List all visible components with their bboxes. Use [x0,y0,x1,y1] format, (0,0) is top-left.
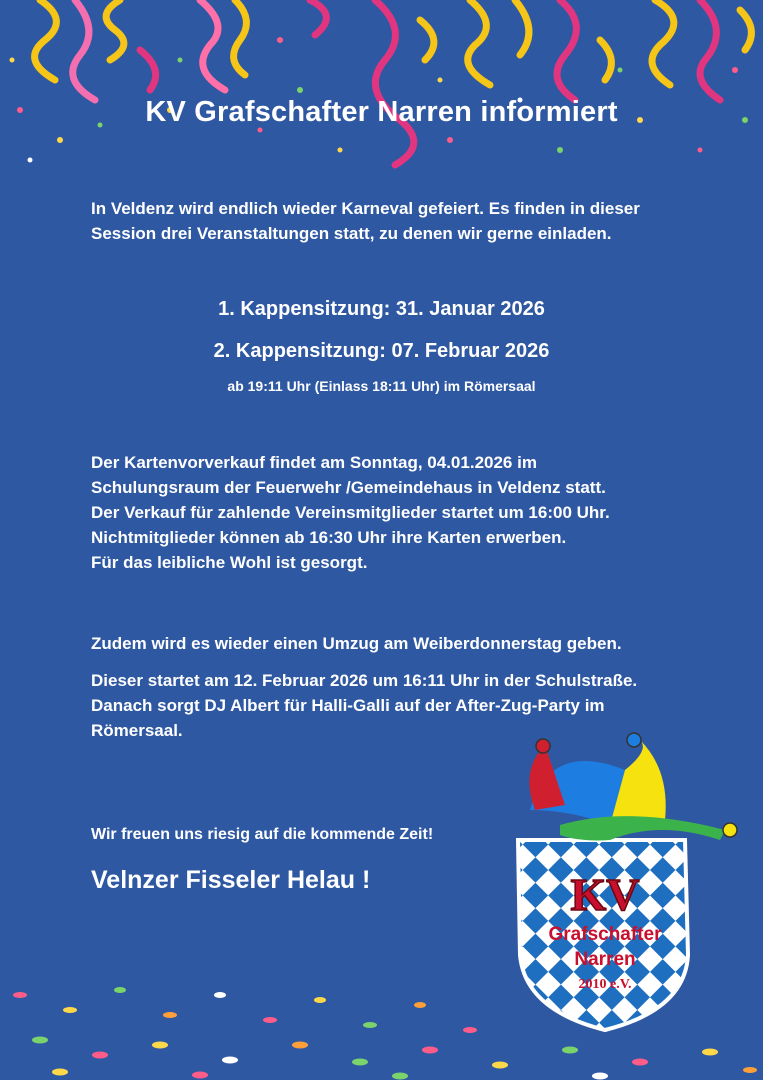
intro-line: Session drei Veranstaltungen statt, zu denen wir gerne einladen. [91,224,612,243]
hat-bell [627,733,641,747]
hat-bell [536,739,550,753]
intro-line: In Veldenz wird endlich wieder Karneval gefeiert. Es finden in dieser [91,199,640,218]
parade-line: Dieser startet am 12. Februar 2026 um 16:11 Uhr in der Schulstraße. [91,671,638,690]
logo-founded: 2010 e.V. [578,977,632,992]
event-second: 2. Kappensitzung: 07. Februar 2026 [213,340,550,362]
closing-line: Wir freuen uns riesig auf die kommende Zeit! [91,826,434,843]
logo-name-line2: Narren [574,949,636,970]
tickets-line: Für das leibliche Wohl ist gesorgt. [91,553,368,572]
tickets-paragraph [91,450,610,575]
tickets-line: Der Verkauf für zahlende Vereinsmitglieder startet um 16:00 Uhr. [91,503,610,522]
page-title: KV Grafschafter Narren informiert [145,96,618,128]
event-time: ab 19:11 Uhr (Einlass 18:11 Uhr) im Römersaal [227,378,536,394]
tickets-line: Der Kartenvorverkauf findet am Sonntag, 04.01.2026 im [91,453,537,472]
event-first: 1. Kappensitzung: 31. Januar 2026 [218,298,545,320]
logo-name-line1: Grafschafter [548,924,662,945]
logo-initials: KV [570,869,640,920]
jester-hat-green [560,816,725,840]
intro-paragraph [91,196,640,246]
closing-cheer: Velnzer Fisseler Helau ! [91,866,371,894]
tickets-line: Schulungsraum der Feuerwehr /Gemeindehaus in Veldenz statt. [91,478,606,497]
parade-line: Römersaal. [91,721,183,740]
parade-intro: Zudem wird es wieder einen Umzug am Weiberdonnerstag geben. [91,634,622,653]
tickets-line: Nichtmitglieder können ab 16:30 Uhr ihre Karten erwerben. [91,528,567,547]
hat-bell [723,823,737,837]
parade-line: Danach sorgt DJ Albert für Halli-Galli auf der After-Zug-Party im [91,696,605,715]
club-logo [510,730,750,1040]
